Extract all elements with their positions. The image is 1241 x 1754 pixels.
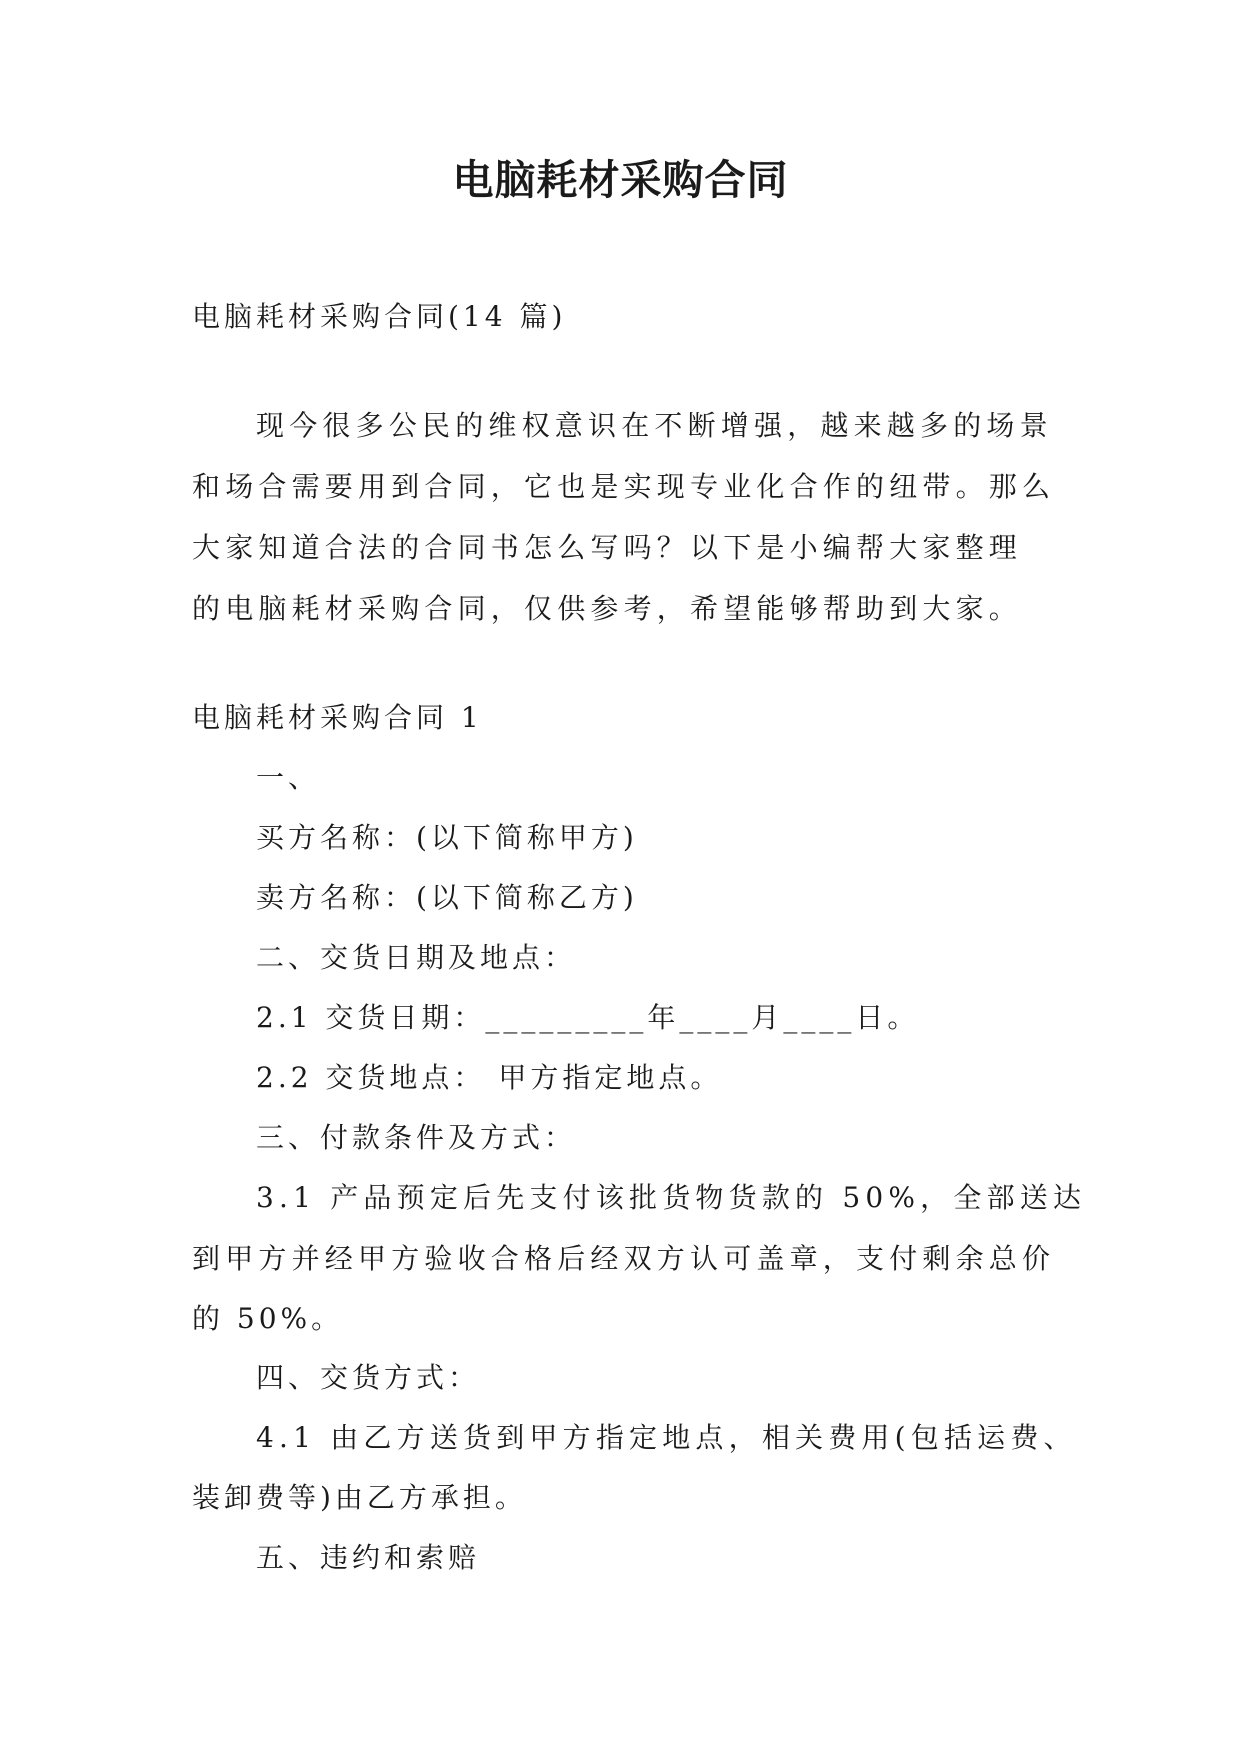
intro-line-4: 的电脑耗材采购合同，仅供参考，希望能够帮助到大家。 [192, 592, 1023, 625]
intro-line-3: 大家知道合法的合同书怎么写吗？以下是小编帮大家整理 [192, 531, 1023, 564]
delivery-method-line-1: 4.1 由乙方送货到甲方指定地点，相关费用(包括运费、 [256, 1421, 1077, 1454]
document-subtitle: 电脑耗材采购合同(14 篇) [192, 300, 567, 333]
delivery-method-line-2: 装卸费等)由乙方承担。 [192, 1481, 527, 1514]
section-heading: 电脑耗材采购合同 1 [192, 701, 483, 734]
clause-3-heading: 三、付款条件及方式： [256, 1121, 577, 1154]
intro-line-2: 和场合需要用到合同，它也是实现专业化合作的纽带。那么 [192, 470, 1056, 503]
intro-line-1: 现今很多公民的维权意识在不断增强，越来越多的场景 [256, 409, 1053, 442]
clause-5-heading: 五、违约和索赔 [256, 1541, 481, 1574]
payment-terms-line-3: 的 50%。 [192, 1302, 344, 1335]
clause-4-heading: 四、交货方式： [256, 1361, 481, 1394]
clause-2-heading: 二、交货日期及地点： [256, 941, 577, 974]
buyer-name-line: 买方名称：(以下简称甲方) [256, 821, 638, 854]
delivery-place-line: 2.2 交货地点： 甲方指定地点。 [256, 1061, 723, 1094]
seller-name-line: 卖方名称：(以下简称乙方) [256, 881, 638, 914]
payment-terms-line-2: 到甲方并经甲方验收合格后经双方认可盖章，支付剩余总价 [192, 1242, 1056, 1275]
payment-terms-line-1: 3.1 产品预定后先支付该批货物货款的 50%，全部送达 [256, 1181, 1087, 1214]
document-title: 电脑耗材采购合同 [452, 156, 789, 204]
delivery-date-line: 2.1 交货日期：_________年____月____日。 [256, 1001, 920, 1034]
clause-1-heading: 一、 [256, 761, 321, 794]
